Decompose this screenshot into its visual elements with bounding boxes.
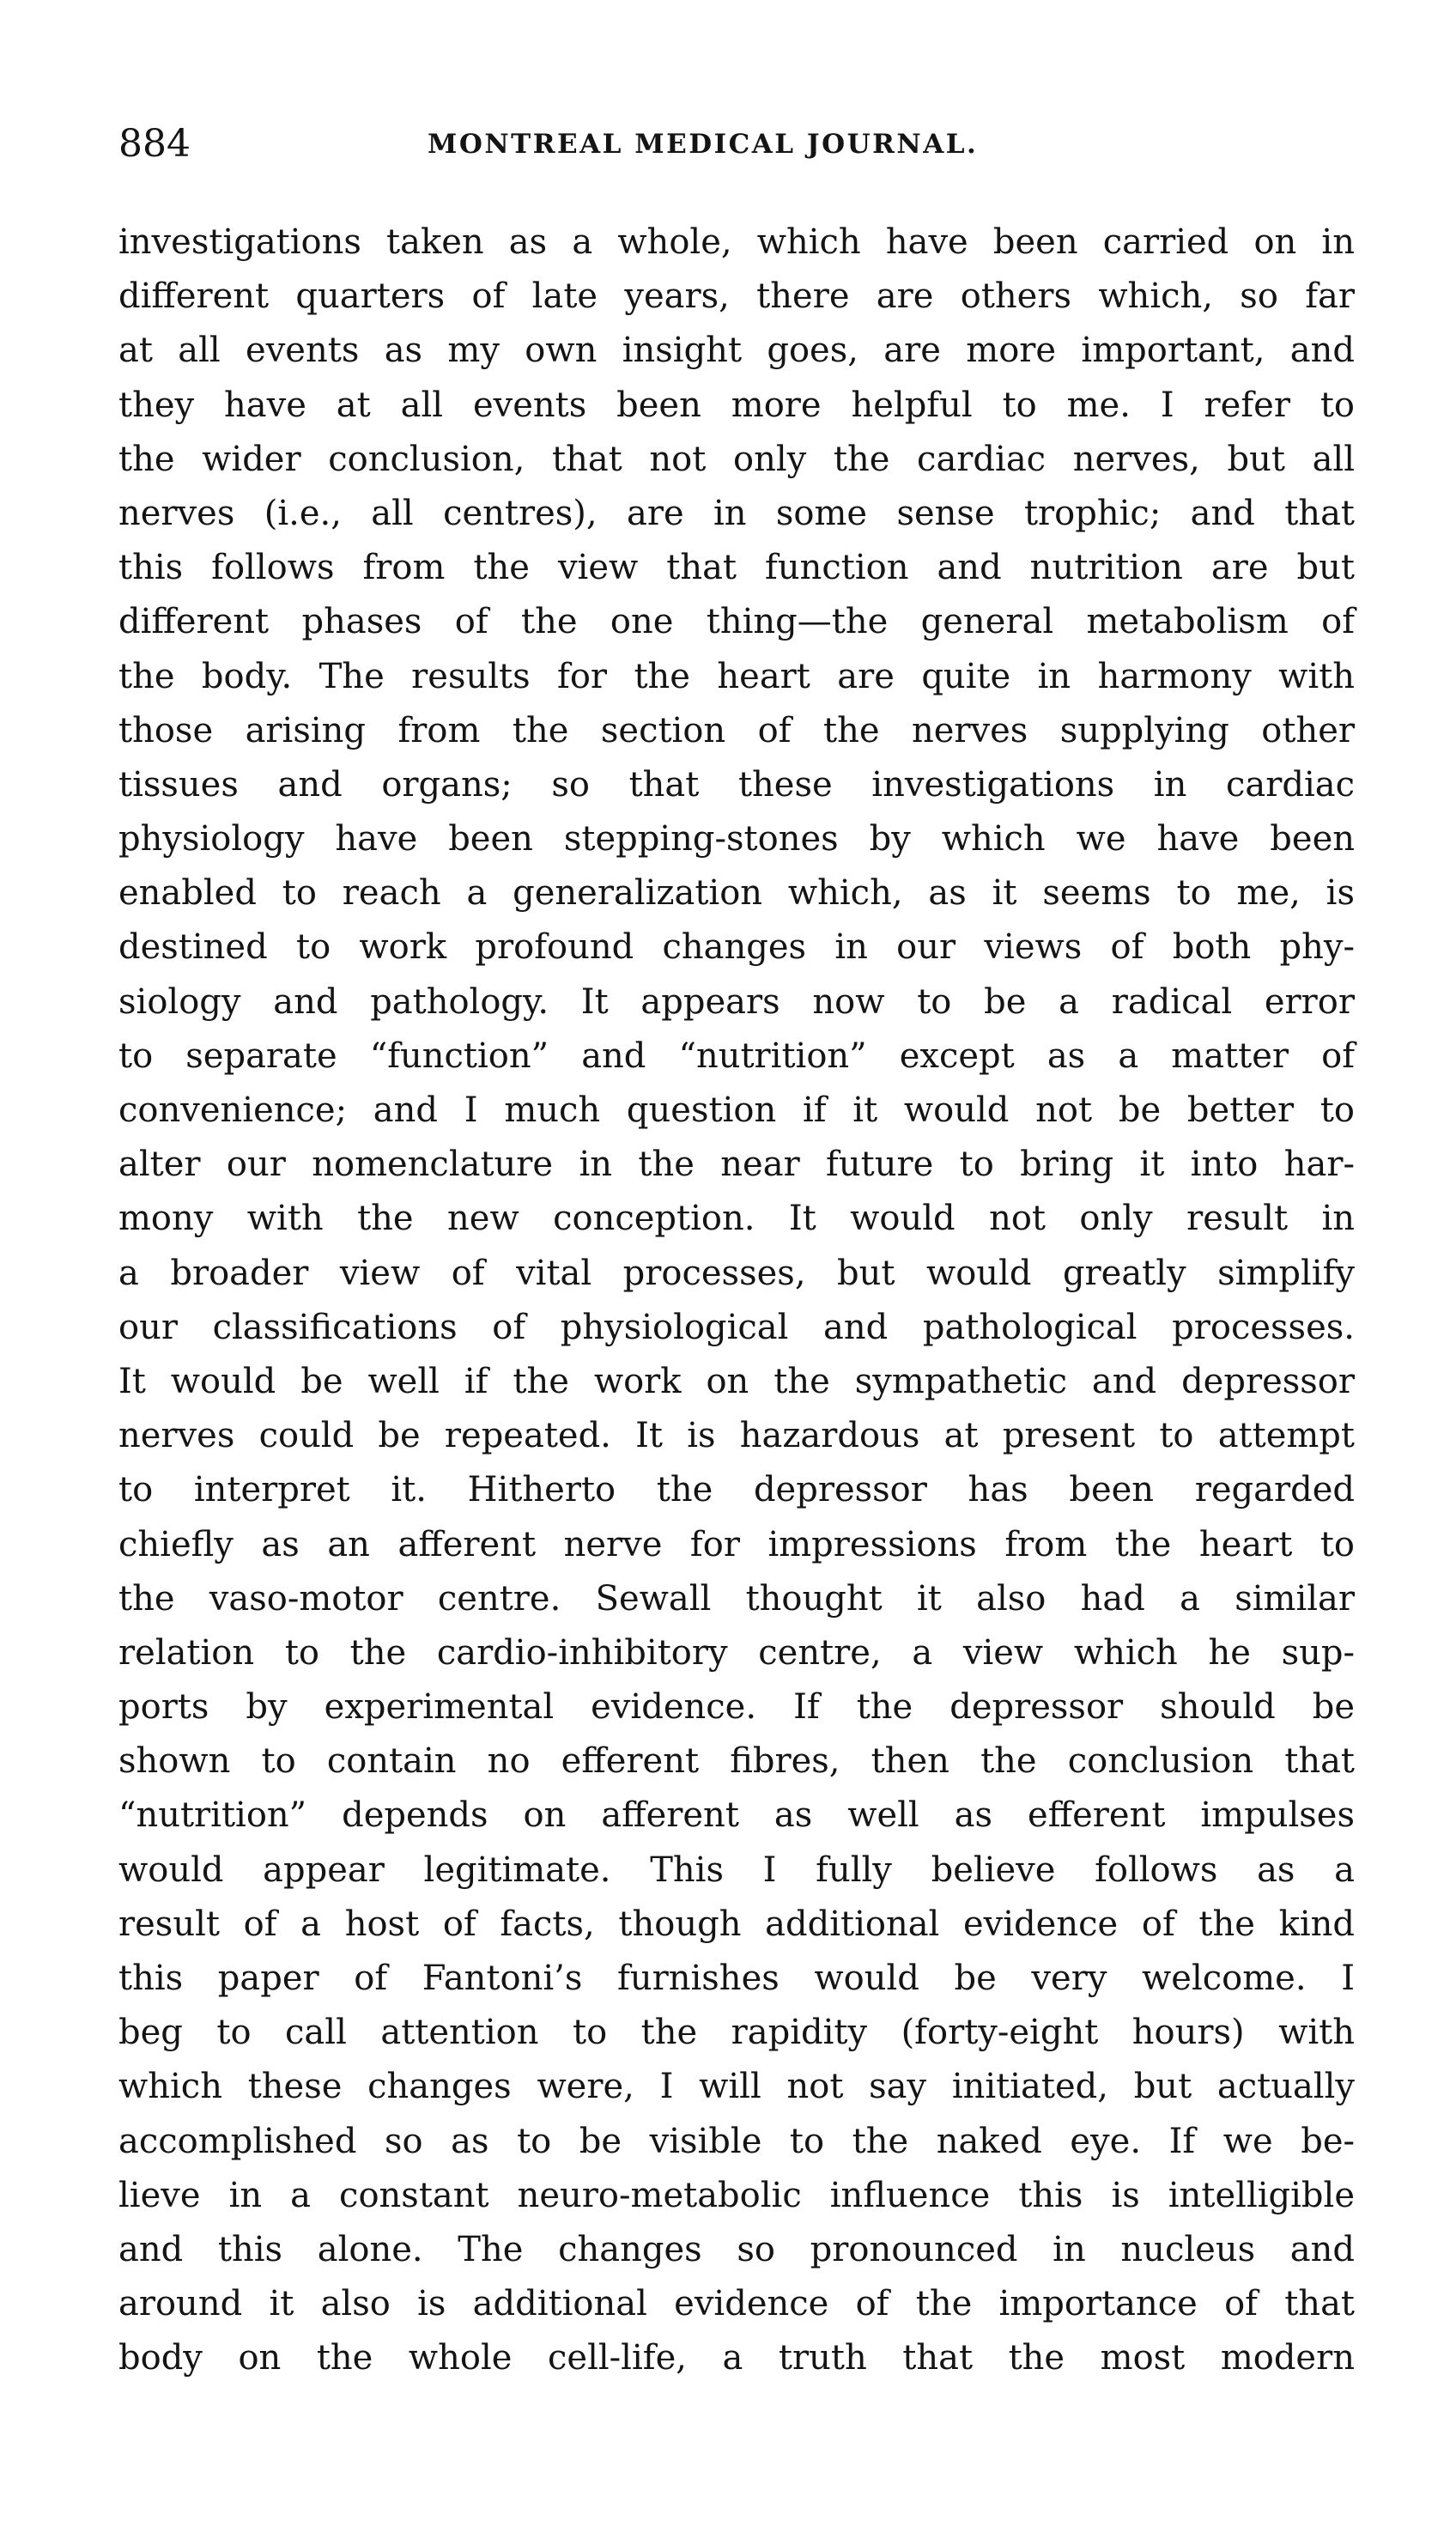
text-line: It would be well if the work on the sympathetic and depressor bbox=[118, 1361, 1355, 1401]
text-line: this paper of Fantoni’s furnishes would be very welcome. I bbox=[118, 1959, 1355, 1998]
text-line: convenience; and I much question if it would not be better to bbox=[118, 1090, 1355, 1130]
text-line: different quarters of late years, there are others which, so far bbox=[118, 276, 1355, 317]
text-line: different phases of the one thing—the general metabolism of bbox=[118, 602, 1355, 642]
body-text bbox=[118, 216, 1355, 2386]
text-line: tissues and organs; so that these investigations in cardiac bbox=[118, 764, 1355, 805]
text-line: result of a host of facts, though additional evidence of the kind bbox=[118, 1904, 1355, 1944]
text-line: and this alone. The changes so pronounced in nucleus and bbox=[118, 2229, 1355, 2269]
text-line: a broader view of vital processes, but would greatly simplify bbox=[118, 1253, 1355, 1293]
text-line: those arising from the section of the nerves supplying other bbox=[118, 710, 1355, 750]
text-line: nerves could be repeated. It is hazardous at present to attempt bbox=[118, 1416, 1355, 1456]
text-line: at all events as my own insight goes, are more important, and bbox=[118, 331, 1355, 371]
text-line: they have at all events been more helpful to me. I refer to bbox=[118, 385, 1355, 425]
text-line: around it also is additional evidence of the importance of that bbox=[118, 2284, 1355, 2324]
text-line: our classifications of physiological and pathological processes. bbox=[118, 1307, 1355, 1347]
text-line: destined to work profound changes in our views of both phy- bbox=[118, 927, 1355, 968]
text-line: physiology have been stepping-stones by which we have been bbox=[118, 819, 1355, 860]
text-line: alter our nomenclature in the near future to bring it into har- bbox=[118, 1145, 1355, 1185]
text-line: siology and pathology. It appears now to be a radical error bbox=[118, 981, 1355, 1022]
text-line: the wider conclusion, that not only the cardiac nerves, but all bbox=[118, 439, 1355, 479]
text-line: enabled to reach a generalization which, as it seems to me, is bbox=[118, 873, 1355, 914]
text-line: would appear legitimate. This I fully believe follows as a bbox=[118, 1850, 1355, 1890]
text-line: the body. The results for the heart are quite in harmony with bbox=[118, 656, 1355, 696]
text-line: beg to call attention to the rapidity (forty-eight hours) with bbox=[118, 2013, 1355, 2053]
page-header bbox=[118, 118, 1353, 170]
text-line: investigations taken as a whole, which have been carried on in bbox=[118, 222, 1355, 262]
page-number: 884 bbox=[118, 122, 191, 166]
text-line: to interpret it. Hitherto the depressor has been regarded bbox=[118, 1470, 1355, 1510]
text-line: mony with the new conception. It would not only result in bbox=[118, 1199, 1355, 1239]
text-line: shown to contain no efferent fibres, then the conclusion that bbox=[118, 1741, 1355, 1782]
text-line: “nutrition” depends on afferent as well as efferent impulses bbox=[118, 1795, 1355, 1836]
text-line: lieve in a constant neuro-metabolic influence this is intelligible bbox=[118, 2175, 1355, 2215]
text-line: to separate “function” and “nutrition” except as a matter of bbox=[118, 1036, 1355, 1076]
text-line: relation to the cardio-inhibitory centre, a view which he sup- bbox=[118, 1632, 1355, 1673]
text-line: which these changes were, I will not say initiated, but actually bbox=[118, 2067, 1355, 2107]
text-line: body on the whole cell-life, a truth that the most modern bbox=[118, 2338, 1355, 2378]
running-head: MONTREAL MEDICAL JOURNAL. bbox=[428, 129, 979, 160]
text-line: ports by experimental evidence. If the depressor should be bbox=[118, 1687, 1355, 1728]
text-line: chiefly as an afferent nerve for impressions from the heart to bbox=[118, 1524, 1355, 1564]
text-line: the vaso-motor centre. Sewall thought it also had a similar bbox=[118, 1578, 1355, 1619]
text-line: nerves (i.e., all centres), are in some sense trophic; and that bbox=[118, 493, 1355, 533]
text-line: accomplished so as to be visible to the naked eye. If we be- bbox=[118, 2121, 1355, 2161]
text-line: this follows from the view that function and nutrition are but bbox=[118, 548, 1355, 588]
